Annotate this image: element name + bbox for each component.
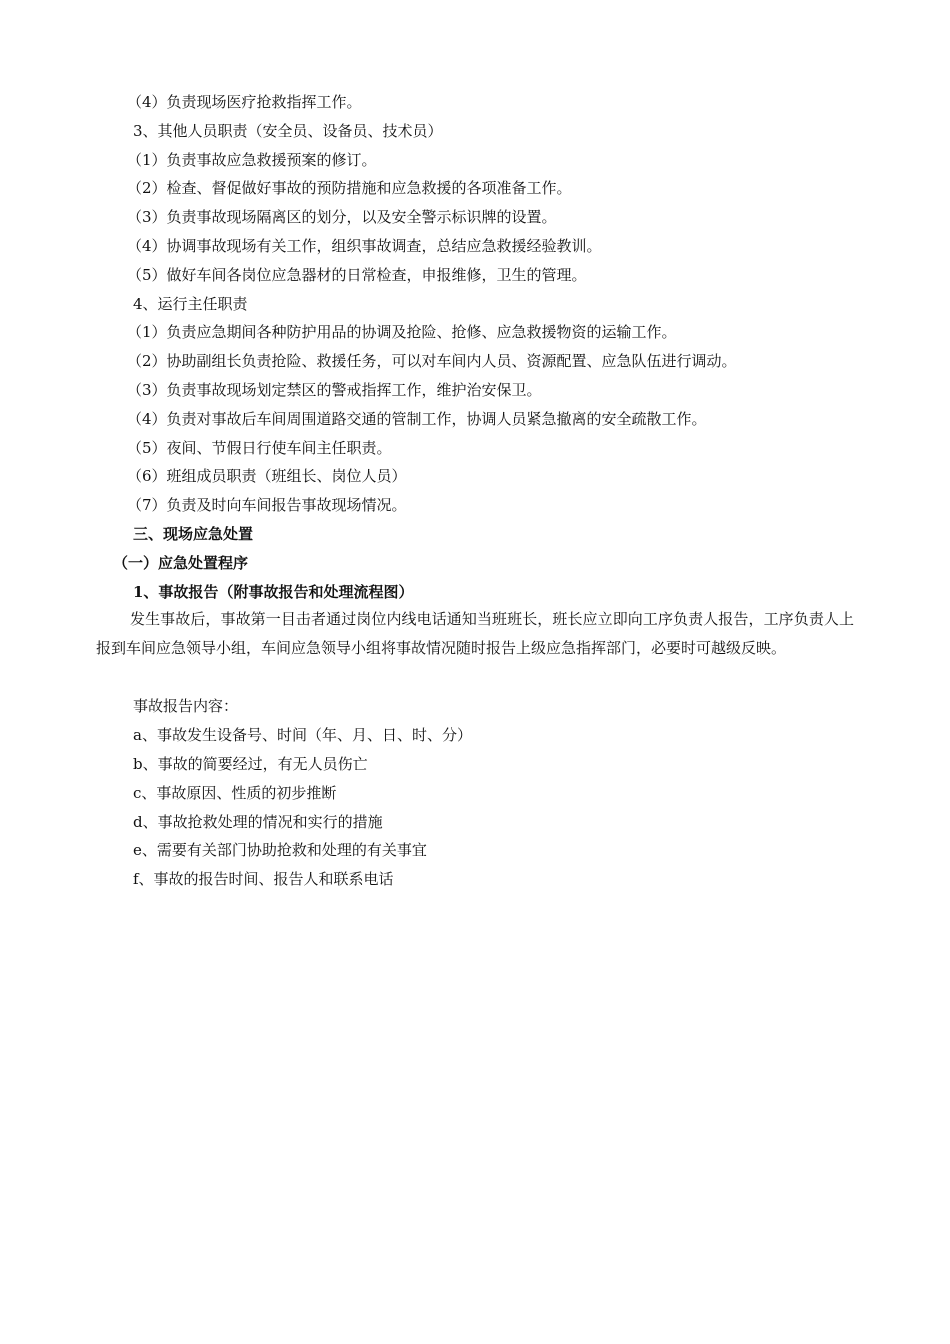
duty-line: （4）负责现场医疗抢救指挥工作。 (127, 93, 362, 111)
report-item: c、事故原因、性质的初步推断 (133, 784, 337, 802)
duty-line: （3）负责事故现场隔离区的划分，以及安全警示标识牌的设置。 (127, 208, 557, 226)
report-intro: 事故报告内容： (133, 697, 239, 715)
duty-line: （1）负责事故应急救援预案的修订。 (127, 151, 377, 169)
duty-line: （6）班组成员职责（班组长、岗位人员） (127, 467, 407, 485)
duty-line: （5）夜间、节假日行使车间主任职责。 (127, 439, 392, 457)
duty-line: （1）负责应急期间各种防护用品的协调及抢险、抢修、应急救援物资的运输工作。 (127, 323, 677, 341)
report-item: d、事故抢救处理的情况和实行的措施 (133, 813, 383, 831)
duty-line: （5）做好车间各岗位应急器材的日常检查，申报维修，卫生的管理。 (127, 266, 587, 284)
duty-line: （3）负责事故现场划定禁区的警戒指挥工作，维护治安保卫。 (127, 381, 542, 399)
duty-line: （2）检查、督促做好事故的预防措施和应急救援的各项准备工作。 (127, 179, 572, 197)
report-item: a、事故发生设备号、时间（年、月、日、时、分） (133, 726, 472, 744)
section-heading: 三、现场应急处置 (133, 525, 254, 543)
duty-line: （2）协助副组长负责抢险、救援任务，可以对车间内人员、资源配置、应急队伍进行调动。 (127, 352, 737, 370)
duty-line: （4）协调事故现场有关工作，组织事故调查，总结应急救援经验教训。 (127, 237, 602, 255)
duty-line: （7）负责及时向车间报告事故现场情况。 (127, 496, 407, 514)
report-paragraph: 发生事故后，事故第一目击者通过岗位内线电话通知当班班长，班长应立即向工序负责人报告，工序负责人上报到车间应急领导小组，车间应急领导小组将事故情况随时报告上级应急指挥部门，必要时可越级反映。 (96, 610, 854, 657)
report-item: e、需要有关部门协助抢救和处理的有关事宜 (133, 841, 427, 859)
duty-heading: 3、其他人员职责（安全员、设备员、技术员） (133, 122, 443, 140)
item-heading: 1、事故报告（附事故报告和处理流程图） (133, 583, 414, 601)
report-item: f、事故的报告时间、报告人和联系电话 (133, 870, 394, 888)
subsection-heading: （一）应急处置程序 (113, 554, 249, 572)
duty-heading: 4、运行主任职责 (133, 295, 248, 313)
report-item: b、事故的简要经过，有无人员伤亡 (133, 755, 368, 773)
duty-line: （4）负责对事故后车间周围道路交通的管制工作，协调人员紧急撤离的安全疏散工作。 (127, 410, 707, 428)
